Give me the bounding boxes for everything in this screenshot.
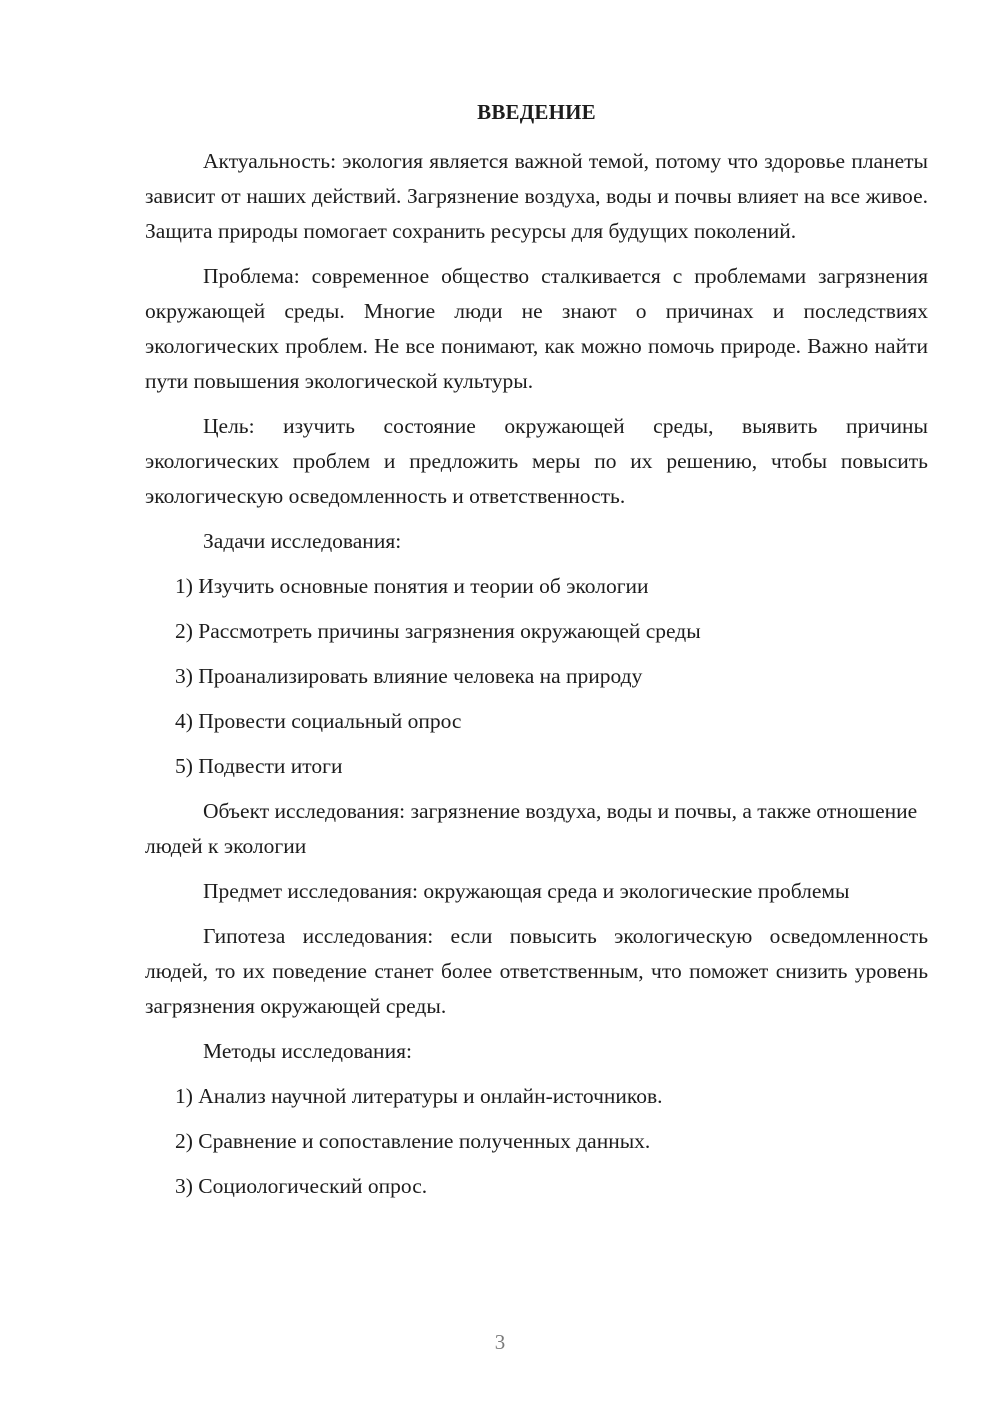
- page-number: 3: [494, 1330, 506, 1354]
- task-item-1: 1) Изучить основные понятия и теории об экологии: [175, 574, 649, 598]
- subject-paragraph: Предмет исследования: окружающая среда и экологические проблемы: [203, 879, 850, 903]
- task-item-2: 2) Рассмотреть причины загрязнения окружающей среды: [175, 619, 701, 643]
- goal-paragraph: Цель: изучить состояние окружающей среды, выявить причины экологических проблем и предложить меры по их решению, чтобы повысить экологическую осведомленность и ответственность.: [145, 414, 928, 508]
- task-item-4: 4) Провести социальный опрос: [175, 709, 462, 733]
- problem-paragraph: Проблема: современное общество сталкивается с проблемами загрязнения окружающей среды. Многие люди не знают о причинах и последствиях экологических проблем. Не все понимают, как можно помочь природе. Важно найти пути повышения экологической культуры.: [145, 264, 928, 393]
- hypothesis-paragraph: Гипотеза исследования: если повысить экологическую осведомленность людей, то их поведение станет более ответственным, что поможет снизить уровень загрязнения окружающей среды.: [145, 924, 928, 1018]
- task-item-5: 5) Подвести итоги: [175, 754, 343, 778]
- task-item-3: 3) Проанализировать влияние человека на природу: [175, 664, 643, 688]
- methods-heading: Методы исследования:: [203, 1039, 412, 1063]
- object-paragraph: Объект исследования: загрязнение воздуха, воды и почвы, а также отношение людей к экологии: [145, 799, 918, 858]
- section-title: ВВЕДЕНИЕ: [477, 100, 596, 124]
- tasks-heading: Задачи исследования:: [203, 529, 402, 553]
- method-item-3: 3) Социологический опрос.: [175, 1174, 428, 1198]
- document-page: [145, 95, 928, 1214]
- method-item-2: 2) Сравнение и сопоставление полученных данных.: [175, 1129, 651, 1153]
- method-item-1: 1) Анализ научной литературы и онлайн-источников.: [175, 1084, 663, 1108]
- relevance-paragraph: Актуальность: экология является важной темой, потому что здоровье планеты зависит от наших действий. Загрязнение воздуха, воды и почвы влияет на все живое. Защита природы помогает сохранить ресурсы для будущих поколений.: [145, 149, 928, 243]
